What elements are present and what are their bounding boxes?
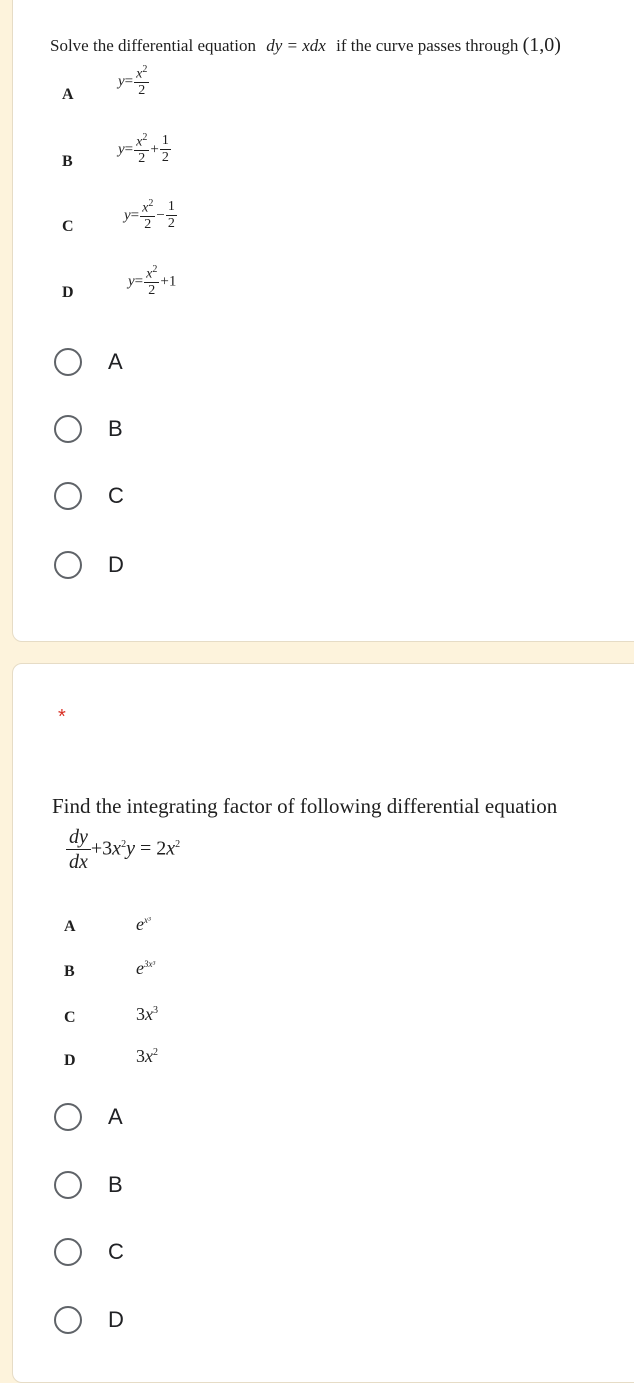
option-c-expression: y= $\frac{x^2}{2}$ − $\frac{1}{2}$ [124, 198, 175, 233]
radio-option-label: C [108, 483, 124, 508]
radio-option-d[interactable] [54, 1303, 124, 1337]
required-asterisk: * [58, 706, 66, 728]
radio-option-c[interactable] [54, 1235, 124, 1269]
option-label-d: D [62, 284, 74, 301]
radio-circle[interactable] [54, 415, 82, 443]
option-a-expression: $e^{x^3}$ [136, 914, 151, 934]
option-label-a: A [64, 918, 76, 935]
option-label-c: C [62, 218, 74, 235]
option-d-expression: $3x^2$ [136, 1046, 158, 1066]
option-d-expression: y= $\frac{x^2}{2}$ +1 [128, 264, 177, 299]
question-card-1 [12, 0, 634, 642]
option-label-a: A [62, 86, 74, 103]
radio-circle[interactable] [54, 1238, 82, 1266]
option-label-b: B [62, 153, 73, 170]
radio-option-a[interactable] [54, 345, 123, 379]
radio-option-label: D [108, 1307, 124, 1332]
radio-circle[interactable] [54, 1306, 82, 1334]
radio-option-a[interactable] [54, 1100, 123, 1134]
option-label-d: D [64, 1052, 76, 1069]
option-b-expression: $e^{3x^3}$ [136, 958, 156, 978]
radio-option-d[interactable] [54, 548, 124, 582]
radio-circle[interactable] [54, 348, 82, 376]
radio-option-b[interactable] [54, 412, 123, 446]
radio-option-label: A [108, 1104, 123, 1129]
question-card-2 [12, 663, 634, 1383]
radio-option-b[interactable] [54, 1168, 123, 1202]
question-1-point: (1,0) [522, 34, 561, 56]
question-1-equation: dy = xdx [266, 36, 326, 55]
radio-option-label: D [108, 552, 124, 577]
radio-option-label: C [108, 1239, 124, 1264]
option-a-expression: y= $\frac{x^2}{2}$ [118, 64, 148, 99]
radio-option-label: B [108, 416, 123, 441]
radio-circle[interactable] [54, 1103, 82, 1131]
radio-option-label: B [108, 1172, 123, 1197]
option-label-b: B [64, 963, 75, 980]
radio-option-c[interactable] [54, 479, 124, 513]
question-1-text: Solve the differential equation dy = xdx if the curve passes through (1,0) [50, 34, 561, 56]
radio-circle[interactable] [54, 551, 82, 579]
radio-option-label: A [108, 349, 123, 374]
radio-circle[interactable] [54, 1171, 82, 1199]
radio-circle[interactable] [54, 482, 82, 510]
option-b-expression: y= $\frac{x^2}{2}$ + $\frac{1}{2}$ [118, 132, 169, 167]
option-c-expression: $3x^3$ [136, 1004, 158, 1024]
question-2-text: Find the integrating factor of following differential equation [52, 794, 558, 818]
option-label-c: C [64, 1009, 76, 1026]
question-2-equation: $\frac{dy}{dx}$ $+3x^2y = 2x^2$ [66, 826, 180, 874]
